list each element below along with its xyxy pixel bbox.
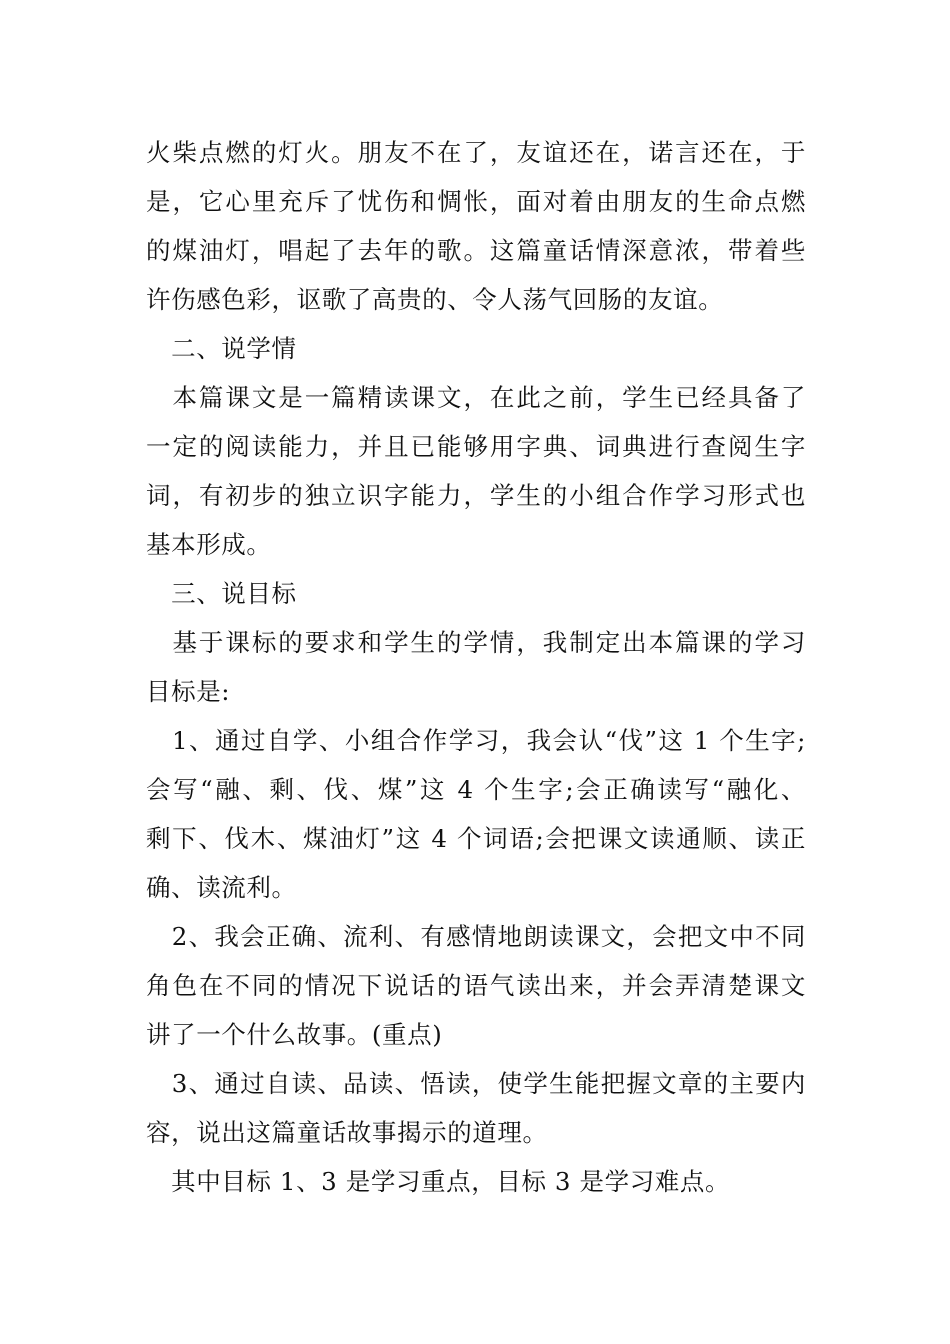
text-line: 基于课标的要求和学生的学情，我制定出本篇课的学习	[146, 628, 806, 657]
objective-3-line: 3、通过自读、品读、悟读，使学生能把握文章的主要内	[146, 1069, 806, 1098]
text-line: 是，它心里充斥了忧伤和惆怅，面对着由朋友的生命点燃	[146, 187, 806, 216]
objective-1-line: 1、通过自学、小组合作学习，我会认“伐”这 1 个生字;	[146, 726, 806, 755]
objective-2-line: 讲了一个什么故事。(重点)	[146, 1020, 443, 1049]
text-line: 的煤油灯，唱起了去年的歌。这篇童话情深意浓，带着些	[146, 236, 806, 265]
objective-1-line: 剩下、伐木、煤油灯”这 4 个词语;会把课文读通顺、读正	[146, 824, 806, 853]
text-line: 火柴点燃的灯火。朋友不在了，友谊还在，诺言还在，于	[146, 138, 806, 167]
objective-2-line: 角色在不同的情况下说话的语气读出来，并会弄清楚课文	[146, 971, 806, 1000]
objective-2-line: 2、我会正确、流利、有感情地朗读课文，会把文中不同	[146, 922, 806, 951]
text-line: 词，有初步的独立识字能力，学生的小组合作学习形式也	[146, 481, 806, 510]
section-heading-student-situation: 二、说学情	[146, 334, 297, 363]
objective-1-line: 确、读流利。	[146, 873, 297, 902]
text-line: 本篇课文是一篇精读课文，在此之前，学生已经具备了	[146, 383, 806, 412]
text-line: 许伤感色彩，讴歌了高贵的、令人荡气回肠的友谊。	[146, 285, 724, 314]
text-line: 基本形成。	[146, 530, 272, 559]
text-line: 一定的阅读能力，并且已能够用字典、词典进行查阅生字	[146, 432, 806, 461]
key-points-summary: 其中目标 1、3 是学习重点，目标 3 是学习难点。	[146, 1167, 731, 1196]
objective-3-line: 容，说出这篇童话故事揭示的道理。	[146, 1118, 548, 1147]
text-line: 目标是:	[146, 677, 231, 706]
document-body	[146, 128, 806, 1206]
section-heading-objectives: 三、说目标	[146, 579, 297, 608]
objective-1-line: 会写“融、剩、伐、煤”这 4 个生字;会正确读写“融化、	[146, 775, 806, 804]
